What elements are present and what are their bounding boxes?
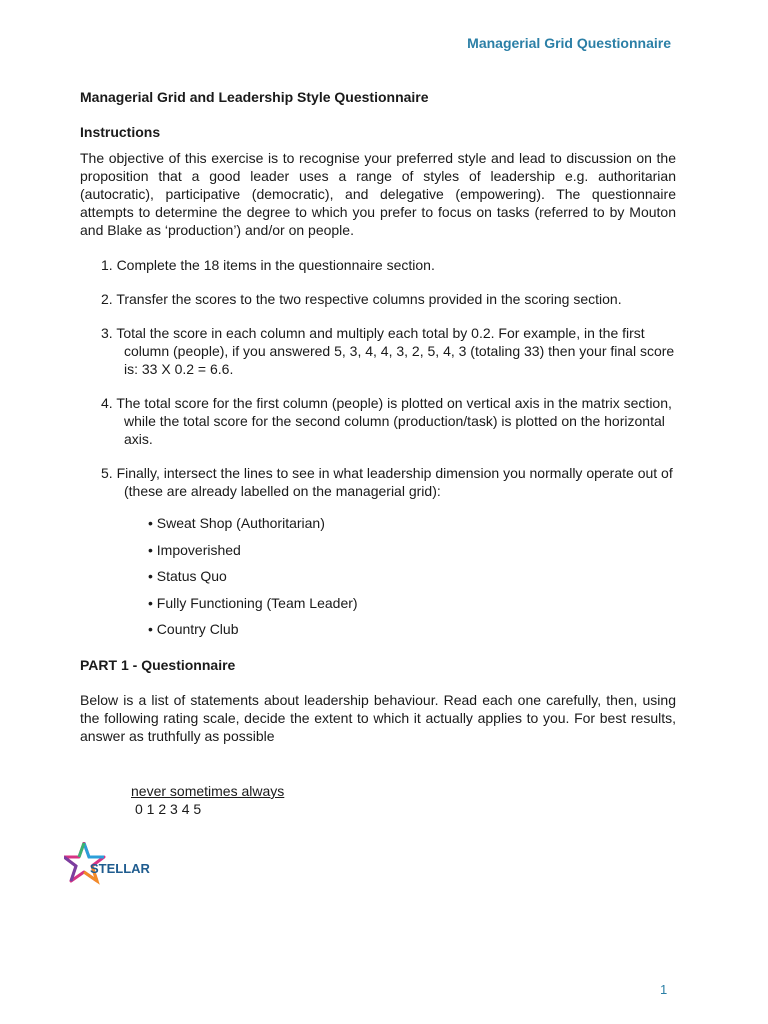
step-item: 1. Complete the 18 items in the questionnaire section. — [101, 257, 435, 273]
rating-scale-values: 0 1 2 3 4 5 — [135, 801, 202, 817]
step-item: 3. Total the score in each column and multiply each total by 0.2. For example, in the first column (people), if you answered 5, 3, 4, 4, 3, 2, 5, 4, 3 (totaling 33) then your final score is: 33 X 0.2 = 6.6. — [101, 325, 675, 377]
document-body — [80, 88, 676, 818]
part1-intro-paragraph: Below is a list of statements about leadership behaviour. Read each one carefully, then, using the following rating scale, decide the extent to which it actually applies to you. For best results, answer as truthfully as possible — [80, 692, 676, 744]
step-item: 2. Transfer the scores to the two respective columns provided in the scoring section. — [101, 291, 622, 307]
dimension-item: • Sweat Shop (Authoritarian) — [148, 515, 325, 531]
instructions-heading: Instructions — [80, 124, 161, 140]
instruction-steps — [101, 256, 676, 500]
part1-heading: PART 1 - Questionnaire — [80, 657, 236, 673]
dimension-item: • Status Quo — [148, 568, 227, 584]
stellar-logo — [64, 842, 164, 888]
dimension-item: • Country Club — [148, 621, 239, 637]
dimension-item: • Impoverished — [148, 541, 241, 558]
step-item: 4. The total score for the first column (people) is plotted on vertical axis in the matrix section, while the total score for the second column (production/task) is plotted on the horizontal axis. — [101, 395, 672, 447]
running-header: Managerial Grid Questionnaire — [467, 35, 671, 51]
leadership-dimensions-list — [148, 514, 676, 638]
page-number: 1 — [660, 982, 668, 997]
rating-scale — [131, 782, 676, 818]
intro-paragraph: The objective of this exercise is to recognise your preferred style and lead to discussion on the proposition that a good leader uses a range of styles of leadership e.g. authoritarian (autocratic), participative (democratic), and delegative (empowering). The questionnaire attempts to determine the degree to which you prefer to focus on tasks (referred to by Mouton and Blake as ‘production’) and/or on people. — [80, 150, 676, 238]
rating-scale-labels: never sometimes always — [131, 783, 285, 799]
star-logo-icon — [64, 842, 164, 888]
step-item: 5. Finally, intersect the lines to see in what leadership dimension you normally operate out of (these are already labelled on the managerial grid): — [101, 465, 673, 499]
dimension-item: • Fully Functioning (Team Leader) — [148, 594, 358, 611]
document-title: Managerial Grid and Leadership Style Questionnaire — [80, 89, 429, 105]
logo-text: STELLAR — [90, 861, 150, 876]
